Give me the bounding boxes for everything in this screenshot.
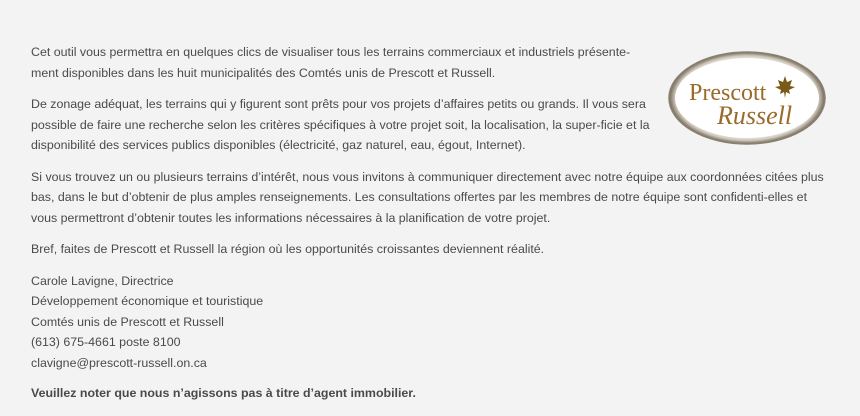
- contact-email[interactable]: clavigne@prescott-russell.on.ca: [31, 355, 207, 370]
- contact-phone: (613) 675-4661 poste 8100: [31, 335, 181, 349]
- intro-paragraph-1: Cet outil vous permettra en quelques clics de visualiser tous les terrains commerciaux et industriels présente-ment disponibles dans les huit municipalités des Comtés unis de Prescott et Russell.: [31, 45, 631, 80]
- logo-text-russell: Russell: [717, 101, 793, 130]
- prescott-russell-logo: [667, 50, 827, 146]
- intro-paragraph-4: Bref, faites de Prescott et Russell la région où les opportunités croissantes deviennent réalité.: [31, 242, 545, 256]
- contact-block: [31, 271, 831, 374]
- intro-paragraph-2: De zonage adéquat, les terrains qui y figurent sont prêts pour vos projets d’affaires petits ou grands. Il vous sera possible de faire une recherche selon les critères spécifiques à votre projet soit, la localisation, la super-ficie et la disponibilité des services publics disponibles (électricité, gaz naturel, eau, égout, Internet).: [31, 97, 650, 152]
- contact-organization: Comtés unis de Prescott et Russell: [31, 314, 224, 329]
- logo-text-prescott: Prescott: [689, 80, 767, 106]
- contact-department: Développement économique et touristique: [31, 294, 264, 308]
- intro-paragraph-3: Si vous trouvez un ou plusieurs terrains d’intérêt, nous vous invitons à communiquer directement avec notre équipe aux coordonnées citées plus bas, dans le but d’obtenir de plus amples renseignements. Les consultations offertes par les membres de notre équipe sont confidenti-elles et vous permettront d’obtenir toutes les informations nécessaires à la planification de votre projet.: [31, 169, 824, 225]
- contact-name: Carole Lavigne, Directrice: [31, 273, 174, 288]
- disclaimer-note: Veuillez noter que nous n’agissons pas à titre d’agent immobilier.: [31, 386, 416, 400]
